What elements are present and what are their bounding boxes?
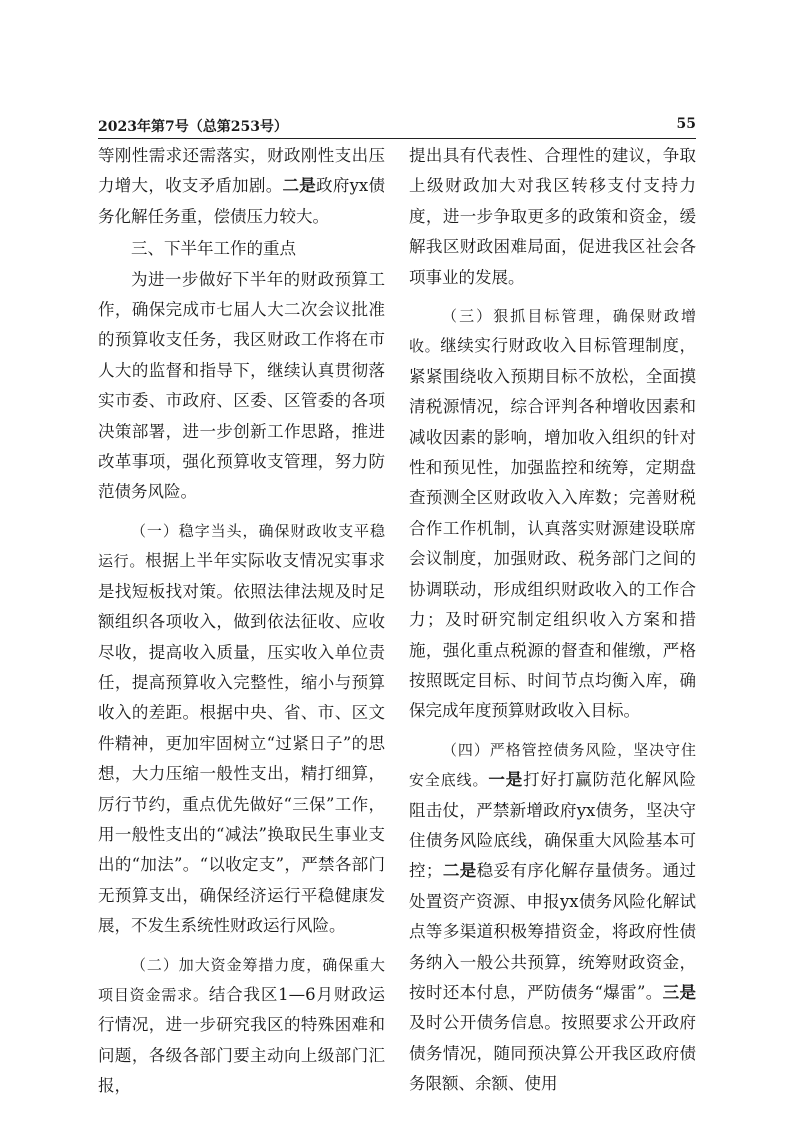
subsection-2 (98, 950, 385, 1102)
page-number: 55 (676, 116, 696, 132)
subsection-2-continued: 提出具有代表性、合理性的建议，争取上级财政加大对我区转移支付支持力度，进一步争取更多的政策和资金，缓解我区财政困难局面，促进我区社会各项事业的发展。 (409, 146, 696, 287)
subsection-2-body: 结合我区1—6月财政运行情况，进一步研究我区的特殊困难和问题，各级各部门要主动向上级部门汇报， (98, 984, 385, 1096)
subsection-3-title: （三）狠抓目标管理，确保财政增收。 (409, 307, 696, 356)
paragraph-continued: 等刚性需求还需落实，财政刚性支出压力增大，收支矛盾加剧。二是政府yx债务化解任务重，偿债压力较大。 (98, 146, 385, 226)
page-header (98, 112, 696, 139)
subsection-3 (409, 301, 696, 727)
subsection-1-body: 根据上半年实际收支情况实事求是找短板找对策。依照法律法规及时足额组织各项收入，做到依法征收、应收尽收，提高收入质量，压实收入单位责任，提高预算收入完整性，缩小与预算收入的差距。根据中央、省、市、区文件精神，更加牢固树立“过紧日子”的思想，大力压缩一般性支出，精打细算，厉行节约，重点优先做好“三保”工作，用一般性支出的“减法”换取民生事业支出的“加法”。“以收定支”，严禁各部门无预算支出，确保经济运行平稳健康发展，不发生系统性财政运行风险。 (98, 551, 385, 936)
subsection-4: （四）严格管控债务风险，坚决守住安全底线。一是打好打赢防范化解风险阻击仗，严禁新增政府yx债务，坚决守住债务风险底线，确保重大风险基本可控；二是稳妥有序化解存量债务。通过处置资产资源、申报yx债务风险化解试点等多渠道积极筹措资金，将政府性债务纳入一般公共预算，统筹财政资金，按时还本付息，严防债务“爆雷”。三是及时公开债务信息。按照要求公开政府债务情况，随同预决算公开我区政府债务限额、余额、使用 (409, 740, 697, 1094)
subsection-3-body: 继续实行财政收入目标管理制度，紧紧围绕收入预期目标不放松，全面摸清税源情况，综合评判各种增收因素和减收因素的影响，增加收入组织的针对性和预见性，加强监控和统筹，定期盘查预测全区财政收入入库数；完善财税合作工作机制，认真落实财源建设联席会议制度，加强财政、税务部门之间的协调联动，形成组织财政收入的工作合力；及时研究制定组织收入方案和措施，强化重点税源的督查和催缴，严格按照既定目标、时间节点均衡入库，确保完成年度预算财政收入目标。 (409, 336, 696, 721)
subsection-1-title: （一）稳字当头，确保财政收支平稳运行。 (98, 521, 385, 571)
left-column (98, 141, 385, 1102)
issue-label: 2023年第7号（总第253号） (98, 119, 288, 135)
section-heading: 三、下半年工作的重点 (131, 239, 296, 259)
subsection-4-title: （四）严格管控债务风险，坚决守住安全底线。 (409, 740, 696, 790)
right-column (409, 141, 696, 1100)
intro-paragraph: 为进一步做好下半年的财政预算工作，确保完成市七届人大二次会议批准的预算收支任务，我区财政工作将在市人大的监督和指导下，继续认真贯彻落实市委、市政府、区委、区管委的各项决策部署，进一步创新工作思路，推进改革事项，强化预算收支管理，努力防范债务风险。 (98, 269, 385, 502)
subsection-1 (98, 516, 385, 942)
subsection-2-title: （二）加大资金筹措力度，确保重大项目资金需求。 (98, 955, 385, 1004)
